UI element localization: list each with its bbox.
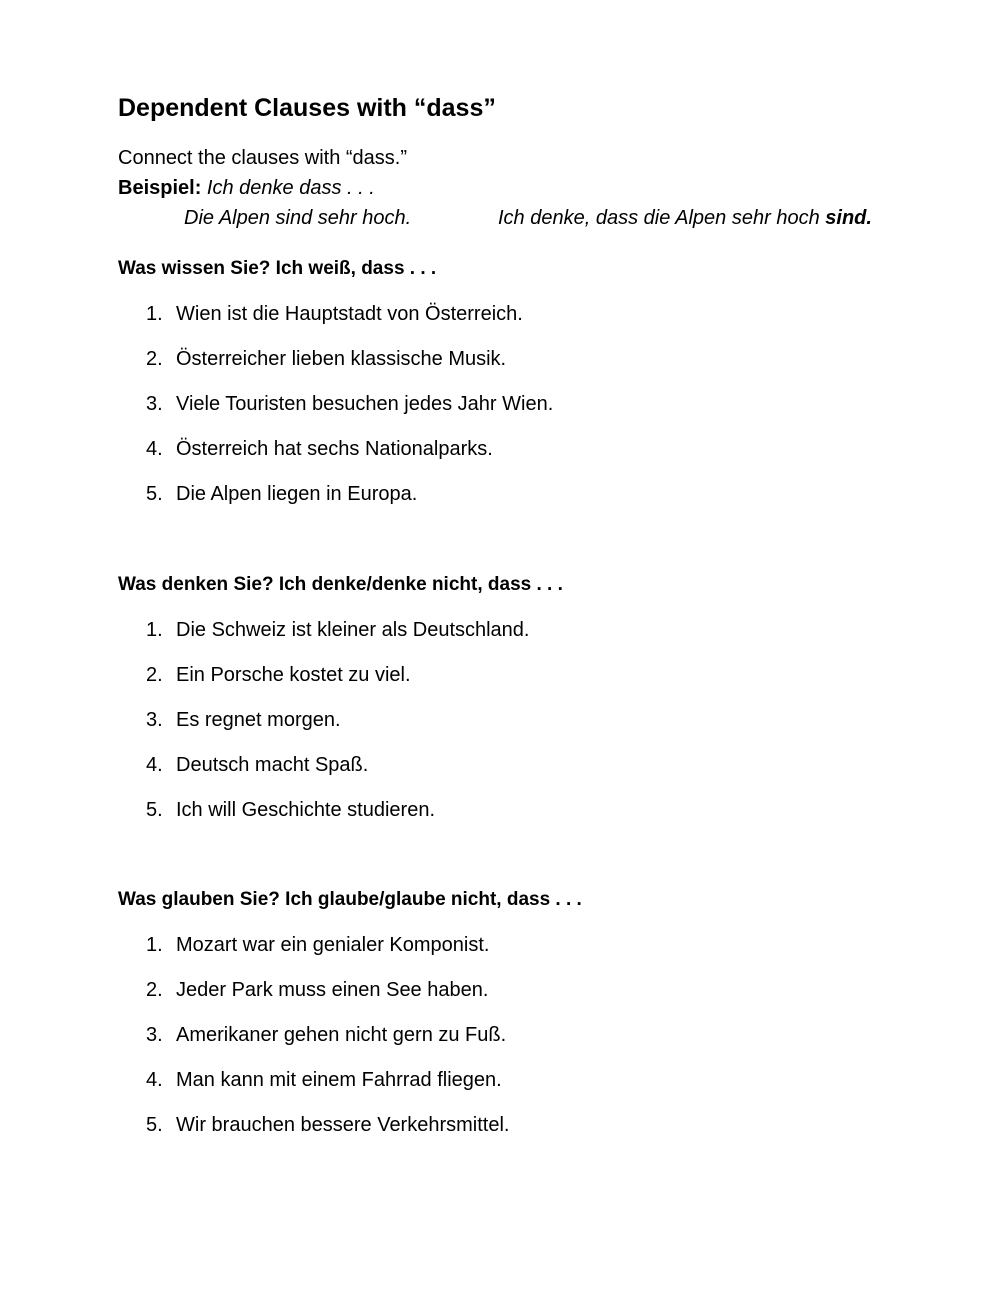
- item-text: Österreich hat sechs Nationalparks.: [176, 438, 493, 460]
- item-text: Viele Touristen besuchen jedes Jahr Wien.: [176, 393, 554, 415]
- list-item: [146, 391, 553, 436]
- item-number: 5.: [146, 1114, 163, 1136]
- item-text: Jeder Park muss einen See haben.: [176, 979, 489, 1001]
- item-number: 2.: [146, 664, 163, 686]
- item-number: 5.: [146, 799, 163, 821]
- item-text: Die Schweiz ist kleiner als Deutschland.: [176, 619, 530, 641]
- list-item: [146, 436, 553, 481]
- section-list-denken: [146, 617, 530, 842]
- item-number: 4.: [146, 754, 163, 776]
- item-number: 1.: [146, 303, 163, 325]
- section-heading-denken: Was denken Sie? Ich denke/denke nicht, dass . . .: [118, 574, 563, 595]
- instruction-text: Connect the clauses with “dass.”: [118, 147, 408, 169]
- list-item: [146, 752, 530, 797]
- list-item: [146, 1067, 509, 1112]
- item-number: 1.: [146, 934, 163, 956]
- list-item: [146, 977, 509, 1022]
- list-item: [146, 707, 530, 752]
- item-text: Wir brauchen bessere Verkehrsmittel.: [176, 1114, 510, 1136]
- list-item: [146, 617, 530, 662]
- example-sentence: Die Alpen sind sehr hoch.: [184, 207, 412, 229]
- section-list-wissen: [146, 301, 553, 526]
- item-text: Deutsch macht Spaß.: [176, 754, 369, 776]
- item-text: Österreicher lieben klassische Musik.: [176, 348, 507, 370]
- list-item: [146, 662, 530, 707]
- example-label: Beispiel:: [118, 177, 202, 199]
- item-number: 5.: [146, 483, 163, 505]
- list-item: [146, 1022, 509, 1067]
- item-text: Man kann mit einem Fahrrad fliegen.: [176, 1069, 502, 1091]
- example-answer-verb: sind.: [825, 207, 872, 229]
- item-number: 3.: [146, 1024, 163, 1046]
- section-list-glauben: [146, 932, 509, 1157]
- section-heading-wissen: Was wissen Sie? Ich weiß, dass . . .: [118, 258, 437, 279]
- example-answer: [498, 207, 872, 230]
- item-text: Wien ist die Hauptstadt von Österreich.: [176, 303, 523, 325]
- item-text: Ein Porsche kostet zu viel.: [176, 664, 411, 686]
- example-intro: [118, 177, 375, 200]
- item-number: 3.: [146, 393, 163, 415]
- list-item: [146, 301, 553, 346]
- item-number: 3.: [146, 709, 163, 731]
- item-number: 2.: [146, 348, 163, 370]
- example-prompt: Ich denke dass . . .: [206, 177, 375, 199]
- list-item: [146, 797, 530, 842]
- item-number: 4.: [146, 438, 163, 460]
- list-item: [146, 346, 553, 391]
- item-text: Es regnet morgen.: [176, 709, 341, 731]
- list-item: [146, 932, 509, 977]
- item-text: Amerikaner gehen nicht gern zu Fuß.: [176, 1024, 507, 1046]
- page-title: Dependent Clauses with “dass”: [118, 94, 496, 122]
- item-text: Ich will Geschichte studieren.: [176, 799, 436, 821]
- item-text: Mozart war ein genialer Komponist.: [176, 934, 490, 956]
- example-answer-prefix: Ich denke, dass die Alpen sehr hoch: [498, 207, 820, 229]
- item-number: 2.: [146, 979, 163, 1001]
- item-number: 4.: [146, 1069, 163, 1091]
- list-item: [146, 481, 553, 526]
- item-text: Die Alpen liegen in Europa.: [176, 483, 418, 505]
- item-number: 1.: [146, 619, 163, 641]
- list-item: [146, 1112, 509, 1157]
- section-heading-glauben: Was glauben Sie? Ich glaube/glaube nicht, dass . . .: [118, 889, 582, 910]
